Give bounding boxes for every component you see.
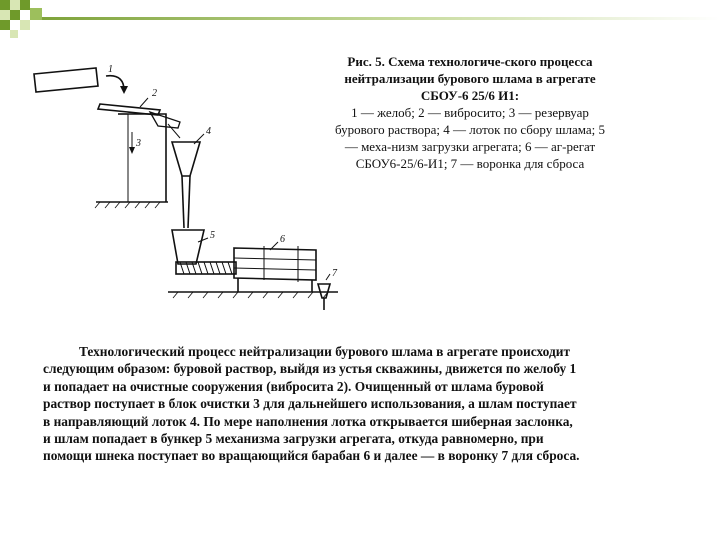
caption-legend-line: 1 — желоб; 2 — вибросито; 3 — резервуар	[351, 105, 589, 120]
caption-title-line: Рис. 5. Схема технологиче-ского процесса	[347, 54, 593, 69]
paragraph-line: Технологический процесс нейтрализации бурового шлама в агрегате происходит	[79, 344, 571, 359]
paragraph-line: и шлам попадает в бункер 5 механизма загрузки агрегата, откуда равномерно, при	[43, 431, 544, 447]
figure-label-2: 2	[152, 88, 157, 99]
figure-label-6: 6	[280, 234, 285, 245]
deco-square	[10, 30, 18, 38]
paragraph-line: в направляющий лоток 4. По мере наполнения лотка открывается шиберная заслонка,	[43, 413, 573, 429]
header-decoration	[0, 0, 720, 40]
caption-legend-line: — меха-низм загрузки агрегата; 6 — аг-регат	[344, 139, 596, 154]
hopper-shape	[172, 230, 204, 264]
caption-title-line: СБОУ-6 25/6 И1:	[420, 88, 520, 103]
rotating-drum-shape	[234, 248, 316, 280]
figure-label-4: 4	[206, 126, 211, 137]
paragraph-line: помощи шнека поступает во вращающийся барабан 6 и далее — в воронку 7 для сброса.	[43, 448, 580, 464]
deco-square	[0, 20, 10, 30]
tank-shape	[128, 114, 166, 202]
deco-square	[0, 0, 10, 10]
process-description-paragraph	[43, 343, 693, 465]
caption-title-line: нейтрализации бурового шлама в агрегате	[344, 71, 596, 86]
figure-label-7: 7	[332, 268, 337, 279]
deco-square	[20, 20, 30, 30]
figure-label-5: 5	[210, 230, 215, 241]
caption-legend-line: СБОУ6-25/6-И1; 7 — воронка для сброса	[355, 156, 585, 171]
caption-legend-line: бурового раствора; 4 — лоток по сбору шлама; 5	[334, 122, 606, 137]
funnel-shape	[172, 142, 200, 176]
deco-square	[10, 0, 20, 10]
deco-square	[30, 8, 42, 20]
paragraph-line: следующим образом: буровой раствор, выйдя из устья скважины, движется по желобу 1	[43, 361, 577, 377]
figure-label-3: 3	[136, 138, 141, 149]
header-line	[42, 17, 720, 20]
figure-label-1: 1	[108, 64, 113, 75]
paragraph-line: и попадает на очистные сооружения (вибросита 2). Очищенный от шлама буровой	[43, 378, 544, 394]
discharge-funnel-shape	[318, 284, 330, 298]
trough-shape	[34, 68, 98, 92]
deco-square	[0, 10, 10, 20]
figure-caption	[285, 53, 655, 172]
deco-square	[10, 10, 20, 20]
paragraph-line: раствор поступает в блок очистки 3 для дальнейшего использования, а шлам поступает	[43, 396, 577, 412]
deco-square	[20, 0, 30, 10]
